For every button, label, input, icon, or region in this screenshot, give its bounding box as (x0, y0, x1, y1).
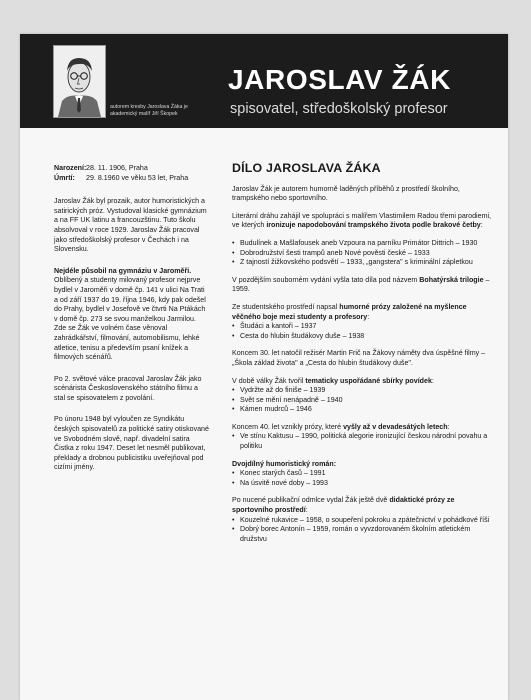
parodies-list (232, 239, 492, 268)
sport-prose-list (232, 516, 492, 545)
page-title: JAROSLAV ŽÁK (228, 64, 451, 95)
works-parodies-text: Literární dráhu zahájil ve spolupráci s malířem Vlastimilem Radou třemi parodiemi, ve kterých ironizuje napodobování trampského života podle brakové četby: (232, 211, 492, 230)
list-item: • Vydržte až do finiše – 1939 (232, 386, 492, 396)
list-item: • Cesta do hlubin študákovy duše – 1938 (232, 332, 492, 342)
born-label: Narození: (54, 164, 87, 172)
bio-text: Oblíbený a studenty milovaný profesor nejprve bydlel v Jaroměři v domě čp. 141 v ulici Na Trati a od září 1937 do 19. října 1946, kdy pak odešel do Prahy, bydlel v Josefově ve čtvrti Na Ptákách v domě čp. 273 se svou manželkou Jarmilou. Zde se Žák ve volném čase věnoval zahrádkářství, filmování, automobilismu, lehké atletice, tenisu a především psaní knížek a filmových scénářů. (54, 276, 206, 362)
bio-paragraph: Jaroslav Žák byl prozaik, autor humoristických a satirických próz. Vystudoval klasické gymnázium a na FF UK latinu a francouzštinu. Tuto školu absolvoval v roce 1929. Jaroslav Žák pracoval jako středoškolský profesor v Čechách i na Slovensku. (54, 197, 207, 254)
trilogy-text: V pozdějším souborném vydání vyšla tato díla pod názvem Bohatýrská trilogie – 1959. (232, 275, 490, 294)
list-item: • Na úsvitě nové doby – 1993 (232, 479, 492, 489)
list-item: • Dobrý borec Antonín – 1959, román o vyvzdorovaném školním atletickém družstvu (232, 525, 492, 544)
forties-text: Koncem 40. let vznikly prózy, které vyšly až v devadesátých letech: (232, 422, 450, 431)
list-item: • Kámen mudrců – 1946 (232, 405, 492, 415)
page-subtitle: spisovatel, středoškolský profesor (230, 101, 448, 117)
bio-paragraph-postwar: Po 2. světové válce pracoval Jaroslav Žák jako scénárista Československého státního filmu a stal se spisovatelem z povolání. (54, 374, 202, 402)
portrait-caption: autorem kresby Jaroslava Žáka je akademický malíř Jiří Škopek (110, 104, 188, 117)
school-prose-list (232, 322, 492, 341)
war-stories-list (232, 386, 492, 415)
died-value: 29. 8.1960 ve věku 53 let, Praha (86, 173, 189, 182)
list-item: • Svět se mění nenápadně – 1940 (232, 396, 492, 406)
header-band (20, 34, 508, 128)
war-stories-text: V době války Žák tvořil tematicky uspořádané sbírky povídek: (232, 376, 434, 385)
list-item: • Študáci a kantoři – 1937 (232, 322, 492, 332)
bio-paragraph-jaromer (54, 267, 210, 363)
life-dates (54, 164, 210, 183)
list-item: • Ve stínu Kaktusu – 1990, politická alegorie ironizující českou národní povahu a politiku (232, 432, 492, 451)
school-prose-text: Ze studentského prostředí napsal humorné prózy založené na myšlence věčného boje mezi studenty a profesory: (232, 302, 467, 321)
works-column (232, 161, 492, 552)
bio-highlight: Nejdéle působil na gymnáziu v Jaroměři. (54, 266, 192, 275)
born-value: 28. 11. 1906, Praha (86, 164, 148, 172)
works-heading: DÍLO JAROSLAVA ŽÁKA (232, 161, 381, 175)
works-intro: Jaroslav Žák je autorem humorně laděných příběhů z prostředí školního, trampského nebo sportovního. (232, 184, 460, 203)
list-item: • Kouzelné rukavice – 1958, o soupeření pokroku a zpátečnictví v pohádkové říši (232, 516, 492, 526)
information-board (20, 34, 508, 700)
portrait-drawing (53, 45, 106, 118)
list-item: • Z tajností žižkovského podsvětí – 1933, „gangstera" s kriminální zápletkou (232, 258, 492, 268)
sport-prose-text: Po nucené publikační odmlce vydal Žák ještě dvě didaktické prózy ze sportovního prostředí: (232, 496, 455, 515)
list-item: • Konec starých časů – 1991 (232, 469, 492, 479)
double-novel-heading: Dvojdílný humoristický román: (232, 459, 337, 468)
bio-paragraph-ban: Po únoru 1948 byl vyloučen ze Syndikátu českých spisovatelů za politické satiry otiskované ve Svobodném slově, např. divadelní satira Čistka z roku 1947. Deset let nesměl publikovat, překlady a drobnou publicistiku uveřejňoval pod cizími jmény. (54, 415, 209, 472)
list-item: • Budulínek a Mašlafousek aneb Vzpoura na parníku Primátor Dittrich – 1930 (232, 239, 492, 249)
list-item: • Dobrodružství šesti trampů aneb Nové pověsti české – 1933 (232, 249, 492, 259)
films-text: Koncem 30. let natočil režisér Martin Frič na Žákovy náměty dva úspěšné filmy – „Škola základ života" a „Cesta do hlubin študákovy duše". (232, 349, 486, 367)
biography-column (54, 164, 210, 485)
forties-list (232, 432, 492, 451)
double-novel-list (232, 469, 492, 488)
died-label: Úmrtí: (54, 173, 75, 182)
